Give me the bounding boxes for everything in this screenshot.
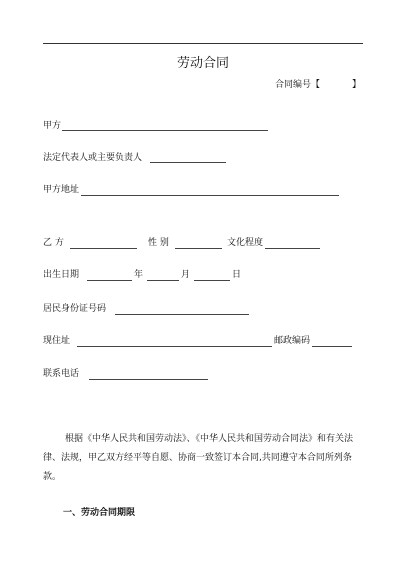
gender-field[interactable] [175,248,222,249]
contract-number-label: 合同编号【 [275,80,321,90]
residence-label: 现住址 [43,336,71,346]
day-label: 日 [232,270,242,280]
year-label: 年 [134,270,144,280]
postcode-field[interactable] [312,346,352,347]
birth-month-field[interactable] [147,280,179,281]
section-1-heading: 一、劳动合同期限 [63,508,136,518]
party-b-label: 乙 方 [43,238,64,248]
id-number-label: 居民身份证号码 [43,304,107,314]
legal-rep-label: 法定代表人或主要负责人 [43,153,143,163]
party-a-field[interactable] [62,130,268,131]
gender-label: 性 别 [148,238,169,248]
contract-number [275,79,320,91]
phone-field[interactable] [89,379,208,380]
education-field[interactable] [265,248,320,249]
birth-year-field[interactable] [87,280,132,281]
document-title: 劳动合同 [176,56,229,71]
month-label: 月 [181,270,191,280]
party-a-address-label: 甲方地址 [43,185,80,195]
party-a-label: 甲方 [43,121,62,131]
id-number-field[interactable] [115,314,249,315]
education-label: 文化程度 [227,238,264,248]
residence-field[interactable] [77,346,272,347]
phone-label: 联系电话 [43,369,80,379]
legal-rep-field[interactable] [150,162,226,163]
birth-day-field[interactable] [194,280,230,281]
top-rule [43,43,363,44]
party-a-address-field[interactable] [81,195,339,196]
postcode-label: 邮政编码 [274,336,311,346]
birth-date-label: 出生日期 [43,270,80,280]
contract-number-close: 】 [352,80,362,90]
party-b-field[interactable] [70,248,137,249]
preamble-paragraph: 根据《中华人民共和国劳动法》、《中华人民共和国劳动合同法》和有关法律、法规，甲乙双方经平等自愿、协商一致签订本合同,共同遵守本合同所列条款。 [43,434,354,482]
